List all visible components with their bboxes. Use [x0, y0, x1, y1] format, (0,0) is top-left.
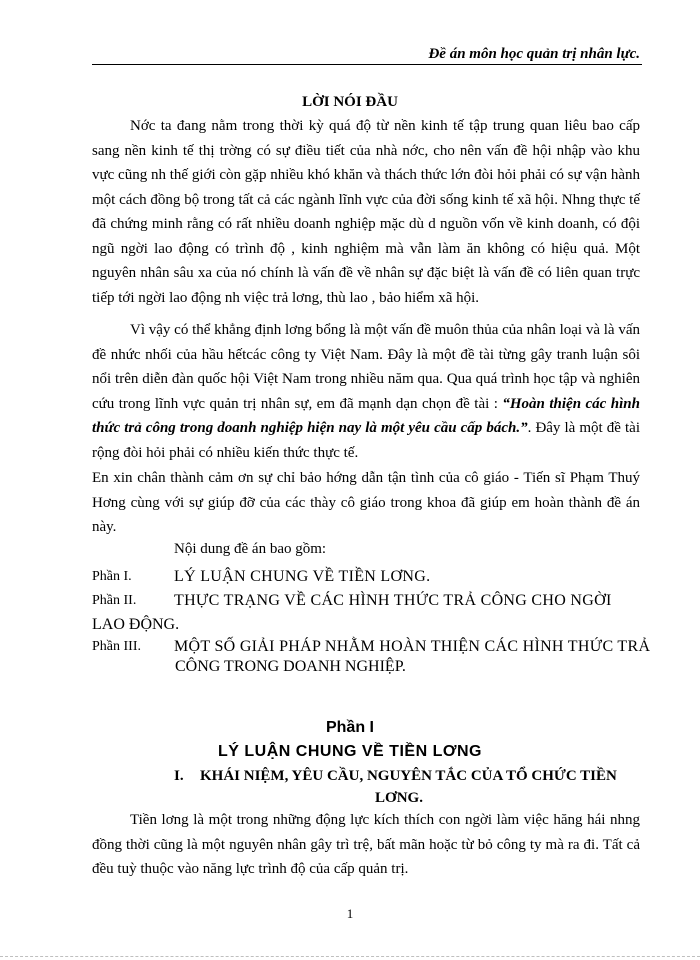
part-paragraph-text: Tiền lơng là một trong những động lực kích thích con ngời làm việc hăng hái nhng đồng thời cũng là một nguyên nhân gây trì trệ, bất mãn hoặc từ bỏ công ty mà ra đi. Tất cả đều tuỳ thuộc vào năng lực trình độ của cấp quản trị.	[92, 812, 640, 877]
header-rule	[92, 64, 642, 65]
toc-item-label: Phần II.	[92, 593, 137, 608]
toc-item-text: MỘT SỐ GIẢI PHÁP NHẰM HOÀN THIỆN CÁC HÌNH THỨC TRẢ	[174, 638, 651, 655]
page-break-rule	[0, 956, 700, 957]
section-number: I.	[174, 768, 184, 784]
toc-item-label: Phần I.	[92, 569, 132, 584]
second-paragraph	[92, 318, 640, 465]
toc-heading: Nội dung đề án bao gồm:	[174, 541, 327, 557]
part-paragraph	[92, 808, 640, 882]
thanks-paragraph: En xin chân thành cảm ơn sự chỉ bảo hớng dẫn tận tình của cô giáo - Tiến sĩ Phạm Thuý Hơng cùng với sự giúp đỡ của các thày cô giáo trong khoa đã giúp em hoàn thành đề án này.	[92, 470, 640, 535]
page-number: 1	[346, 906, 354, 921]
document-title: LỜI NÓI ĐẦU	[302, 94, 398, 110]
topic-title: “Hoàn thiện các hình thức trả công trong doanh nghiệp hiện nay là một yêu cầu cấp bách.”	[92, 395, 640, 436]
toc-item-label: Phần III.	[92, 639, 141, 654]
running-header: Đề án môn học quản trị nhân lực.	[428, 46, 640, 62]
section-title-line2: LƠNG.	[375, 790, 423, 806]
section-title-line1: KHÁI NIỆM, YÊU CẦU, NGUYÊN TẮC CỦA TỔ CHỨC TIỀN	[200, 768, 617, 784]
part-heading: Phần I	[325, 719, 374, 736]
section-heading	[174, 765, 654, 809]
second-text-before: Vì vậy có thể khẳng định lơng bổng là một vấn đề muôn thủa của nhân loại và là vấn đề nhức nhối của hầu hếtcác công ty Việt Nam. Đây là một đề tài từng gây tranh luận sôi nổi trên diễn đàn quốc hội Việt Nam trong nhiều năm qua. Qua quá trình học tập và nghiên cứu trong lĩnh vực quản trị nhân sự, em đã mạnh dạn chọn đề tài :	[92, 322, 640, 412]
toc-item-text: THỰC TRẠNG VỀ CÁC HÌNH THỨC TRẢ CÔNG CHO NGỜI	[174, 592, 612, 609]
toc-item-continuation: LAO ĐỘNG.	[92, 616, 180, 633]
toc-item-continuation: CÔNG TRONG DOANH NGHIỆP.	[175, 658, 406, 675]
toc-item-text: LÝ LUẬN CHUNG VỀ TIỀN LƠNG.	[174, 568, 431, 585]
second-text-after: . Đây là một đề tài rộng đòi hỏi phải có nhiều kiến thức thực tế.	[92, 420, 640, 461]
intro-paragraph	[92, 114, 640, 310]
intro-text: Nớc ta đang nằm trong thời kỳ quá độ từ nền kinh tế tập trung quan liêu bao cấp sang nền kinh tế thị trờng có sự điều tiết của nhà nớc, cho nên vấn đề hội nhập vào khu vực cũng nh thế giới còn gặp nhiều khó khăn và thách thức lớn đòi hỏi phải có sự vận hành một cách đồng bộ trong tất cả các ngành lĩnh vực của đời sống kinh tế xã hội. Nhng thực tế đã chứng minh rằng có rất nhiều doanh nghiệp mặc dù d nguồn vốn về kinh doanh, có đội ngũ ngời lao động có trình độ , kinh nghiệm mà vẫn làm ăn không có hiệu quả. Một nguyên nhân sâu xa của nó chính là vấn đề về nhân sự đặc biệt là vấn đề có liên quan trực tiếp tới ngời lao động nh việc trả lơng, thù lao , bảo hiểm xã hội.	[92, 118, 640, 306]
part-title: LÝ LUẬN CHUNG VỀ TIỀN LƠNG	[218, 743, 482, 760]
